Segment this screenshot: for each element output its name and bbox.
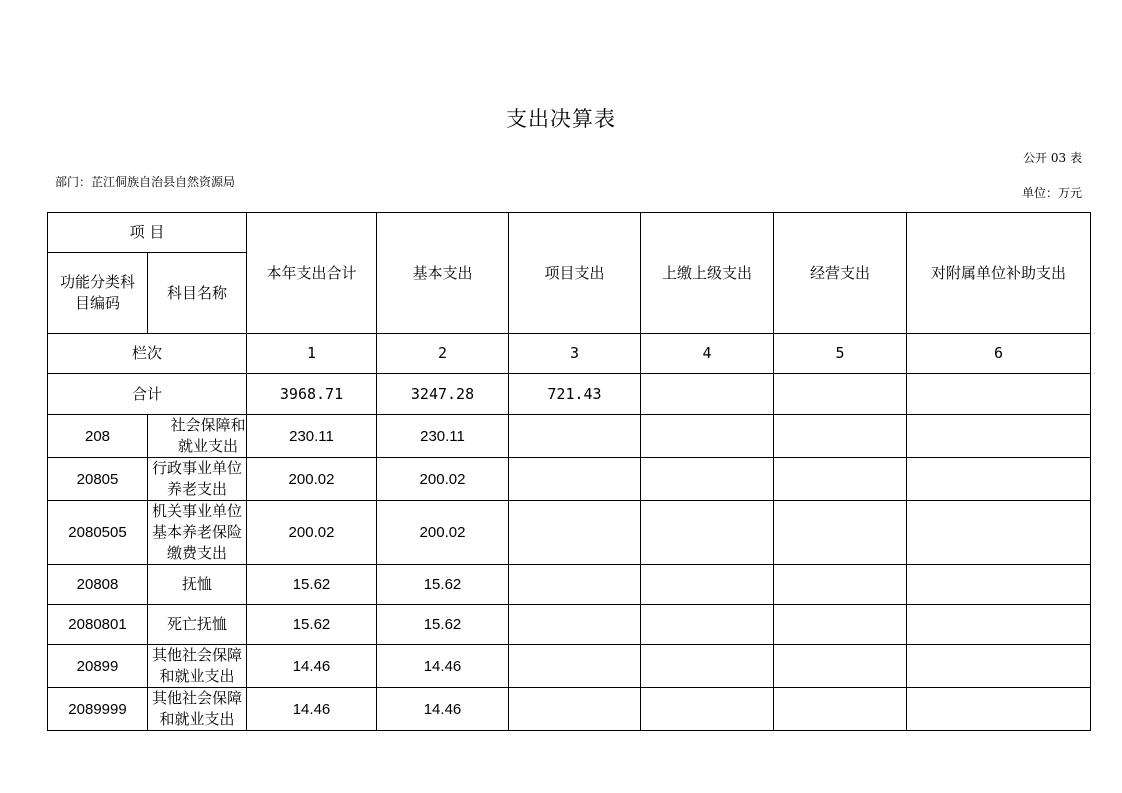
cell-value <box>774 645 907 688</box>
col-header: 本年支出合计 <box>247 213 377 334</box>
cell-value: 15.62 <box>247 565 377 605</box>
expenditure-table <box>47 212 1091 731</box>
total-row <box>48 374 1091 415</box>
cell-value <box>509 565 641 605</box>
cell-value <box>641 458 774 501</box>
cell-value <box>641 645 774 688</box>
subject-name: 社会保障和就业支出 <box>148 415 247 458</box>
cell-value <box>907 415 1091 458</box>
table-row <box>48 415 1091 458</box>
subject-code: 208 <box>48 415 148 458</box>
cell-value <box>641 605 774 645</box>
cell-value <box>509 645 641 688</box>
subject-code: 2089999 <box>48 688 148 731</box>
total-value <box>641 374 774 415</box>
column-number: 1 <box>247 334 377 374</box>
column-number-row <box>48 334 1091 374</box>
cell-value: 15.62 <box>247 605 377 645</box>
subject-name: 行政事业单位养老支出 <box>148 458 247 501</box>
unit-label: 单位：万元 <box>1021 186 1082 200</box>
column-number: 5 <box>774 334 907 374</box>
column-number: 2 <box>377 334 509 374</box>
subject-code: 20899 <box>48 645 148 688</box>
row-order-label: 栏次 <box>48 334 247 374</box>
cell-value <box>907 501 1091 565</box>
total-value: 3247.28 <box>377 374 509 415</box>
subject-code: 2080801 <box>48 605 148 645</box>
table-row <box>48 605 1091 645</box>
total-value: 721.43 <box>509 374 641 415</box>
cell-value <box>907 688 1091 731</box>
cell-value <box>641 501 774 565</box>
page-title: 支出决算表 <box>506 107 616 131</box>
subject-code: 20808 <box>48 565 148 605</box>
cell-value: 14.46 <box>247 645 377 688</box>
cell-value: 200.02 <box>377 458 509 501</box>
cell-value <box>774 501 907 565</box>
cell-value <box>641 688 774 731</box>
cell-value: 200.02 <box>247 501 377 565</box>
col-header: 项目支出 <box>509 213 641 334</box>
subject-code: 20805 <box>48 458 148 501</box>
cell-value: 14.46 <box>377 688 509 731</box>
cell-value <box>774 565 907 605</box>
cell-value <box>509 501 641 565</box>
subject-name: 其他社会保障和就业支出 <box>148 688 247 731</box>
department-label: 部门：芷江侗族自治县自然资源局 <box>55 175 236 189</box>
cell-value: 15.62 <box>377 565 509 605</box>
name-col-header: 科目名称 <box>148 253 247 334</box>
cell-value <box>907 458 1091 501</box>
column-number: 3 <box>509 334 641 374</box>
subject-name: 机关事业单位基本养老保险缴费支出 <box>148 501 247 565</box>
subject-name: 抚恤 <box>148 565 247 605</box>
cell-value <box>774 458 907 501</box>
total-value: 3968.71 <box>247 374 377 415</box>
cell-value: 230.11 <box>377 415 509 458</box>
col-header: 经营支出 <box>774 213 907 334</box>
col-header: 基本支出 <box>377 213 509 334</box>
table-row <box>48 565 1091 605</box>
cell-value <box>509 688 641 731</box>
table-row <box>48 458 1091 501</box>
cell-value: 200.02 <box>247 458 377 501</box>
total-value <box>774 374 907 415</box>
column-number: 6 <box>907 334 1091 374</box>
cell-value <box>907 645 1091 688</box>
cell-value <box>509 415 641 458</box>
col-header: 上缴上级支出 <box>641 213 774 334</box>
cell-value <box>509 605 641 645</box>
subject-code: 2080505 <box>48 501 148 565</box>
cell-value <box>774 415 907 458</box>
cell-value <box>774 605 907 645</box>
cell-value: 230.11 <box>247 415 377 458</box>
cell-value <box>641 415 774 458</box>
subject-name: 死亡抚恤 <box>148 605 247 645</box>
col-header: 对附属单位补助支出 <box>907 213 1091 334</box>
column-number: 4 <box>641 334 774 374</box>
cell-value: 14.46 <box>377 645 509 688</box>
cell-value <box>774 688 907 731</box>
subject-name: 其他社会保障和就业支出 <box>148 645 247 688</box>
table-row <box>48 688 1091 731</box>
cell-value <box>907 605 1091 645</box>
cell-value <box>907 565 1091 605</box>
cell-value <box>641 565 774 605</box>
cell-value <box>509 458 641 501</box>
cell-value: 15.62 <box>377 605 509 645</box>
cell-value: 14.46 <box>247 688 377 731</box>
table-row <box>48 501 1091 565</box>
code-col-header: 功能分类科目编码 <box>48 253 148 334</box>
header-row <box>48 213 1091 253</box>
table-number: 公开 03 表 <box>1023 151 1082 165</box>
table-row <box>48 645 1091 688</box>
cell-value: 200.02 <box>377 501 509 565</box>
total-value <box>907 374 1091 415</box>
item-header: 项 目 <box>48 213 247 253</box>
total-label: 合计 <box>48 374 247 415</box>
